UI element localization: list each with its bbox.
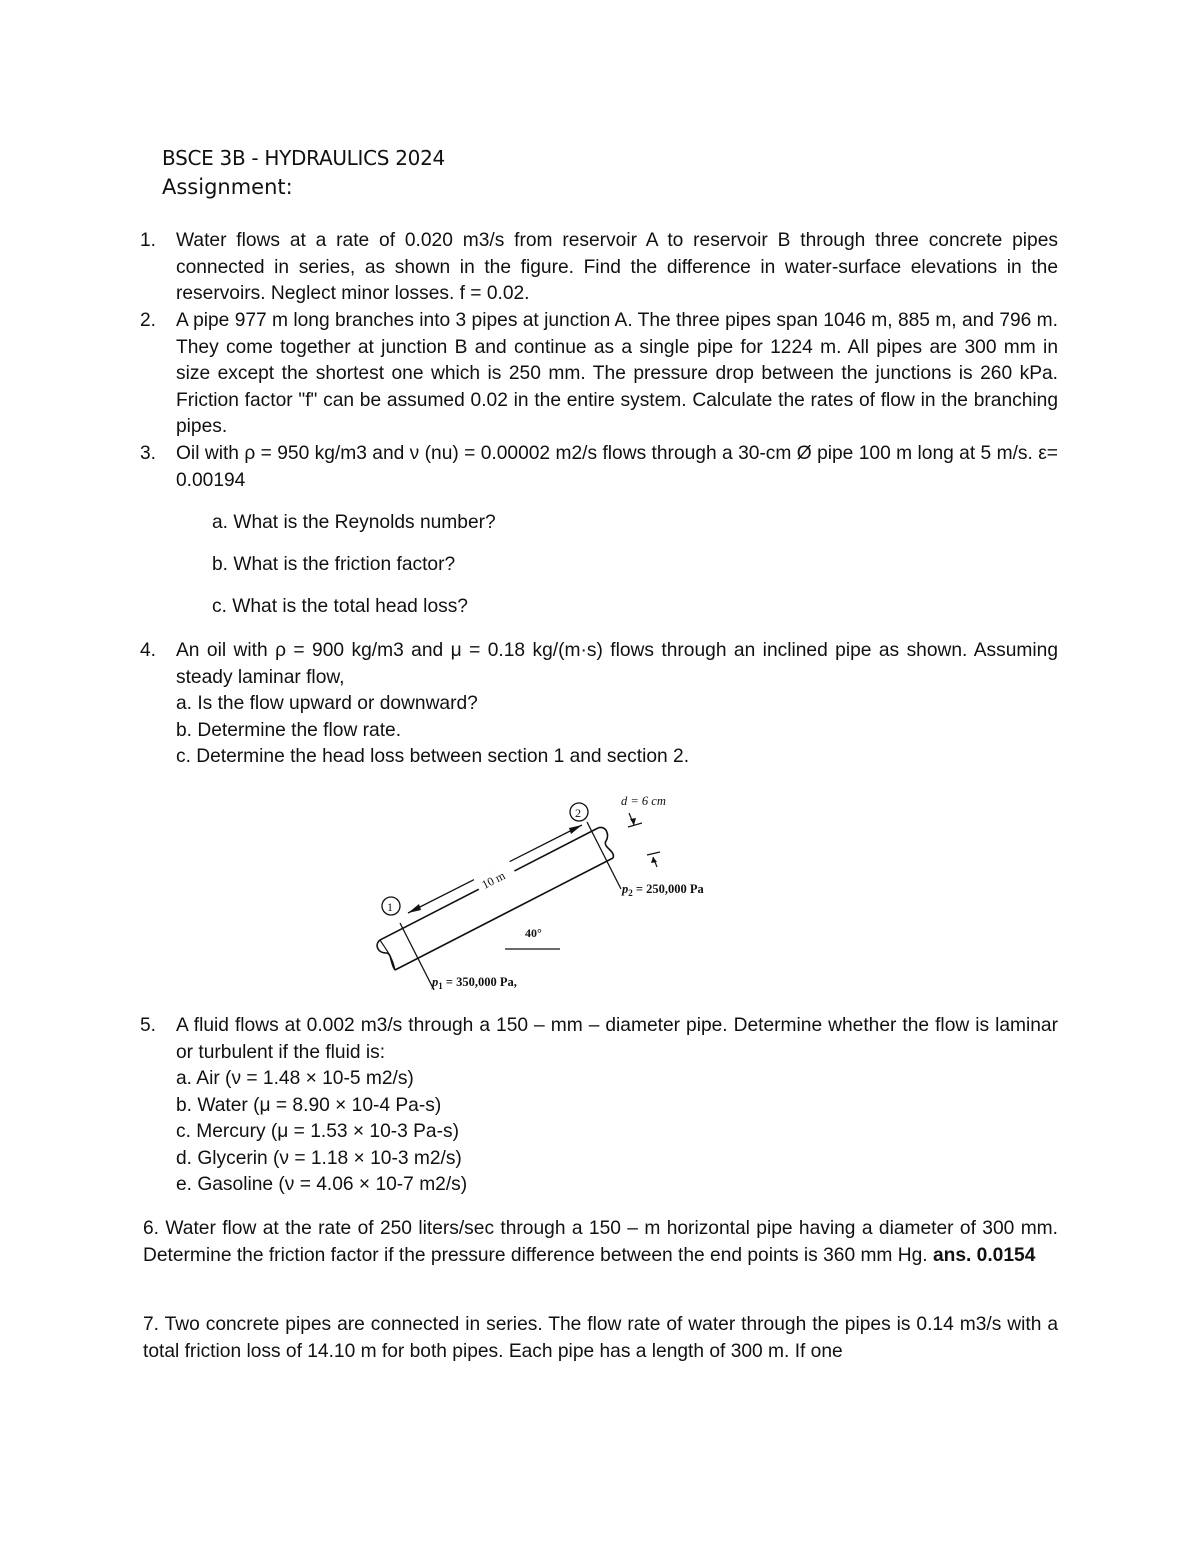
item-line: c. Determine the head loss between section 1 and section 2. [176,746,690,767]
item-number: 2. [140,310,157,331]
item-line: b. Determine the flow rate. [176,719,402,741]
p2-label: $p_2 = 250,000$ Pa [622,882,704,898]
sub-question: a. What is the Reynolds number? [212,512,496,533]
item-text: A pipe 977 m long branches into 3 pipes at junction A. The three pipes span 1046 m, 885 m, and 796 m. They come together at junction B and continue as a single pipe for 1224 m. All pipes are 300 mm in size except the shortest one which is 250 mm. The pressure drop between the junctions is 260 kPa. Friction factor "f" can be assumed 0.02 in the entire system. Calculate the rates of flow in the branching pipes. [176,310,1058,437]
sub-question: c. What is the total head loss? [212,596,468,617]
inclined-pipe-figure [370,785,750,995]
list-item [140,228,1058,308]
angle-label: 40° [525,926,542,940]
item-text: An oil with ρ = 900 kg/m3 and μ = 0.18 kg/(m·s) flows through an inclined pipe as shown. Assuming steady laminar flow, [176,640,1058,688]
item-line: e. Gasoline (ν = 4.06 × 10-7 m2/s) [176,1174,468,1195]
assignment-title: Assignment: [162,175,293,199]
list-item [140,638,1058,771]
item-line: c. Mercury (μ = 1.53 × 10-3 Pa-s) [176,1121,459,1142]
answer-text: ans. 0.0154 [932,1244,1036,1266]
item-line: a. Air (ν = 1.48 × 10-5 m2/s) [176,1068,414,1089]
item-text: Water flows at a rate of 0.020 m3/s from reservoir A to reservoir B through three concrete pipes connected in series, as shown in the figure. Find the difference in water-surface elevations in the reservoirs. Neglect minor losses. f = 0.02. [176,230,1058,304]
diameter-label: d = 6 cm [621,794,666,808]
list-item [140,1013,1058,1199]
item-text: Oil with ρ = 950 kg/m3 and ν (nu) = 0.00002 m2/s flows through a 30-cm Ø pipe 100 m long at 5 m/s. ε= 0.00194 [176,443,1058,491]
item-number: 1. [140,230,157,251]
section-1-label: 1 [387,900,393,914]
item-number: 5. [140,1015,157,1036]
item-text: A fluid flows at 0.002 m3/s through a 150 – mm – diameter pipe. Determine whether the flow is laminar or turbulent if the fluid is: [176,1015,1058,1063]
item-text: 7. Two concrete pipes are connected in series. The flow rate of water through the pipes is 0.14 m3/s with a total friction loss of 14.10 m for both pipes. Each pipe has a length of 300 m. If one [143,1314,1058,1362]
item-line: d. Glycerin (ν = 1.18 × 10-3 m2/s) [176,1147,462,1169]
course-heading: BSCE 3B - HYDRAULICS 2024 [162,146,445,170]
item-line: b. Water (μ = 8.90 × 10-4 Pa-s) [176,1094,442,1116]
section-2-label: 2 [575,806,581,820]
list-item [140,441,1058,494]
list-item [143,1216,1058,1269]
p1-label: $p_1 = 350,000$ Pa, [432,975,517,991]
item-number: 4. [140,640,157,661]
item-line: a. Is the flow upward or downward? [176,693,478,714]
length-label: 10 m [479,868,508,892]
item-number: 3. [140,443,157,464]
list-item [140,308,1058,441]
list-item [143,1312,1058,1365]
sub-question: b. What is the friction factor? [212,554,456,575]
item-text: 6. Water flow at the rate of 250 liters/sec through a 150 – m horizontal pipe having a diameter of 300 mm. Determine the friction factor if the pressure difference between the end points is 360 mm Hg. [143,1218,1058,1266]
